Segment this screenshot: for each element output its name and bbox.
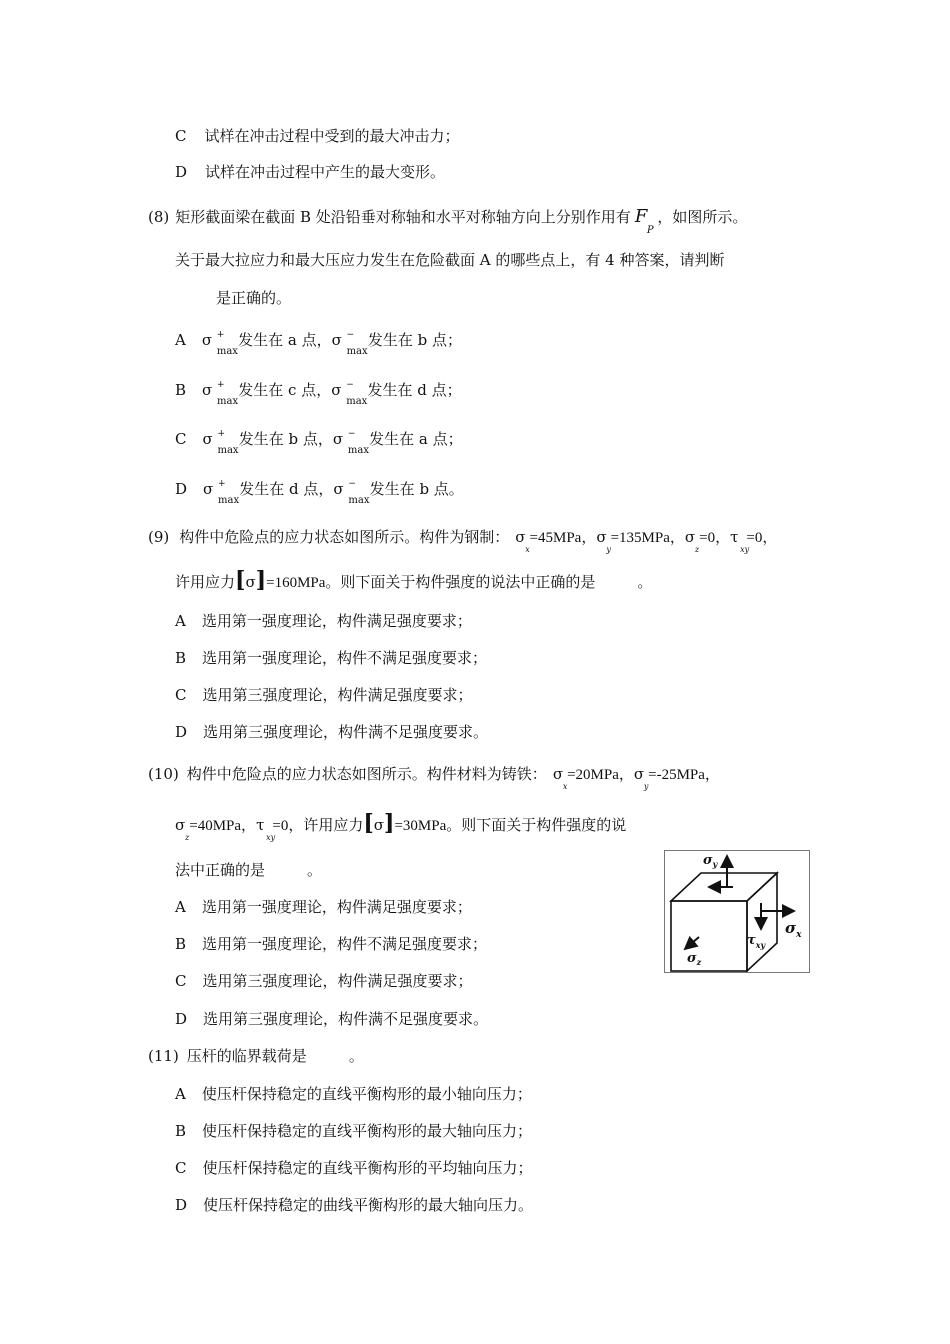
sigma-z-symbol: σ z: [684, 528, 700, 554]
sigma-y-symbol: σ y: [596, 528, 611, 554]
q8-stem-line2: 关于最大拉应力和最大压应力发生在危险截面 A 的哪些点上，有 4 种答案，请判断: [175, 251, 725, 269]
question-number: (8): [148, 208, 170, 226]
fig-sigma-z-label: $\sigma_z$: [687, 951, 702, 967]
q9-stem-line1: (9) 构件中危险点的应力状态如图所示。构件为钢制： σ x =45MPa，σ y =135MPa，σ z =0，τ xy =0，: [148, 528, 778, 554]
tau-xy-symbol: τ xy: [256, 816, 276, 842]
tau-xy-symbol: τ xy: [730, 528, 750, 554]
q11-option-c: C 使压杆保持稳定的直线平衡构形的平均轴向压力；: [175, 1159, 533, 1177]
stress-element-figure: [664, 850, 810, 973]
q7-option-c: C 试样在冲击过程中受到的最大冲击力；: [175, 127, 460, 145]
sigma-max-compression-symbol: σ − max: [332, 429, 369, 456]
fig-tau-xy-label: $\tau_{xy}$: [747, 933, 766, 950]
q11-stem: (11) 压杆的临界载荷是 。: [148, 1047, 364, 1065]
q10-option-c: C 选用第三强度理论，构件满足强度要求；: [175, 972, 473, 990]
force-fp-symbol: F P: [634, 206, 654, 236]
allowable-stress-sigma: σ: [373, 816, 385, 834]
q8-option-b: B σ + max 发生在 c 点，σ − max 发生在 d 点；: [175, 380, 462, 407]
sigma-max-compression-symbol: σ − max: [331, 330, 368, 357]
sigma-max-tension-symbol: σ + max: [202, 380, 239, 407]
q9-stem-line2: 许用应力[σ]=160MPa。则下面关于构件强度的说法中正确的是 。: [175, 567, 653, 593]
sigma-max-compression-symbol: σ − max: [333, 479, 370, 506]
q8-stem-line1: (8) 矩形截面梁在截面 B 处沿铅垂对称轴和水平对称轴方向上分别作用有 F P ，如图所示。: [148, 206, 748, 236]
q8-option-d: D σ + max 发生在 d 点，σ − max 发生在 b 点。: [175, 479, 464, 506]
stress-cube-diagram: [665, 851, 809, 972]
fig-sigma-y-label: $\sigma_y$: [703, 853, 718, 869]
sigma-max-compression-symbol: σ − max: [331, 380, 368, 407]
sigma-x-symbol: σ x: [552, 765, 568, 791]
q9-option-d: D 选用第三强度理论，构件满不足强度要求。: [175, 723, 489, 741]
q10-stem-line2: σ z =40MPa，τ xy =0，许用应力[σ]=30MPa。则下面关于构件强度的说: [175, 810, 627, 842]
q8-stem-line3: 是正确的。: [216, 289, 292, 307]
fig-sigma-x-label: $\sigma_x$: [785, 919, 802, 940]
q10-stem-line3: 法中正确的是 。: [175, 861, 323, 879]
q7-option-d: D 试样在冲击过程中产生的最大变形。: [175, 163, 446, 181]
sigma-z-arrow: [685, 937, 699, 949]
q9-option-c: C 选用第三强度理论，构件满足强度要求；: [175, 686, 473, 704]
cube-front-face: [671, 901, 747, 971]
sigma-max-tension-symbol: σ + max: [203, 479, 240, 506]
q11-option-b: B 使压杆保持稳定的直线平衡构形的最大轴向压力；: [175, 1122, 533, 1140]
allowable-stress-sigma: σ: [245, 573, 256, 591]
q11-option-a: A 使压杆保持稳定的直线平衡构形的最小轴向压力；: [175, 1085, 532, 1103]
q10-option-b: B 选用第一强度理论，构件不满足强度要求；: [175, 935, 488, 953]
q9-option-a: A 选用第一强度理论，构件满足强度要求；: [175, 612, 472, 630]
q8-option-c: C σ + max 发生在 b 点，σ − max 发生在 a 点；: [175, 429, 463, 456]
sigma-y-symbol: σ y: [633, 765, 649, 791]
q10-stem-line1: (10) 构件中危险点的应力状态如图所示。构件材料为铸铁： σ x =20MPa，σ y =-25MPa，: [148, 765, 720, 791]
sigma-max-tension-symbol: σ + max: [202, 429, 239, 456]
q10-option-a: A 选用第一强度理论，构件满足强度要求；: [175, 898, 472, 916]
sigma-max-tension-symbol: σ + max: [201, 330, 238, 357]
q10-option-d: D 选用第三强度理论，构件满不足强度要求。: [175, 1010, 489, 1028]
q8-option-a: A σ + max 发生在 a 点，σ − max 发生在 b 点；: [175, 330, 462, 357]
q9-option-b: B 选用第一强度理论，构件不满足强度要求；: [175, 649, 488, 667]
sigma-x-symbol: σ x: [515, 528, 530, 554]
q11-option-d: D 使压杆保持稳定的曲线平衡构形的最大轴向压力。: [175, 1196, 534, 1214]
sigma-z-symbol: σ z: [175, 816, 190, 842]
